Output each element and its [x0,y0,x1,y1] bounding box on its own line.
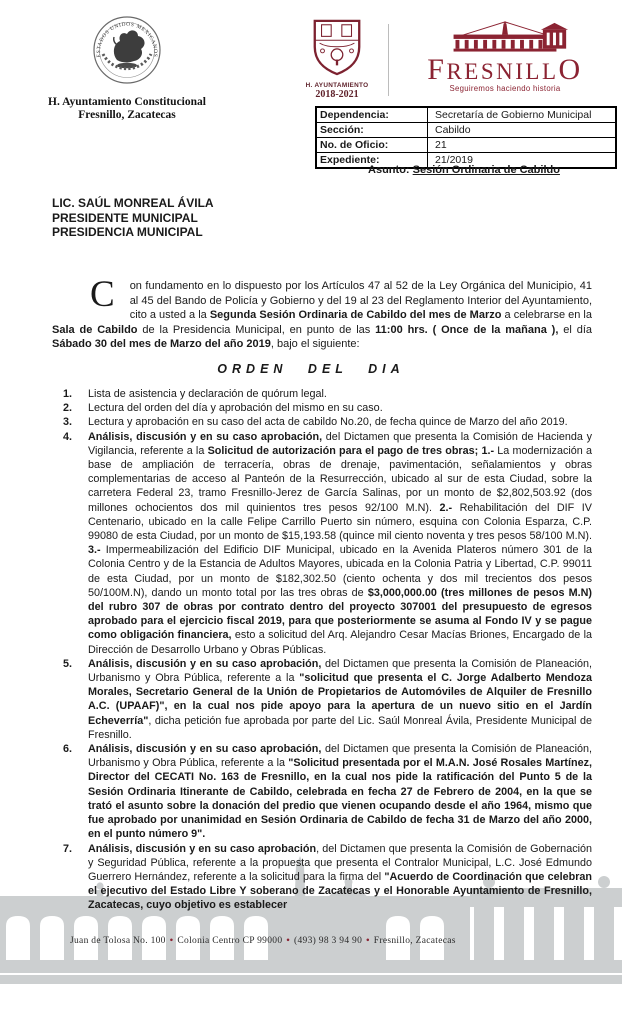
addressee-office: PRESIDENCIA MUNICIPAL [52,225,203,239]
order-item-1 [63,387,592,401]
row-value: Cabildo [435,123,471,136]
bullet-separator: • [366,936,370,946]
row-label: No. de Oficio: [317,138,428,152]
addressee-title: PRESIDENTE MUNICIPAL [52,210,198,225]
item-text: Lista de asistencia y declaración de quórum legal. [88,388,327,400]
row-value: Secretaría de Gobierno Municipal [435,108,592,121]
shield-caption-line2: 2018-2021 [315,89,359,100]
item-text: Análisis, discusión y en su caso aprobación, del Dictamen que presenta la Comisión de Planeación, Urbanismo y Obra Pública, referente a la "Solicitud presentada por el M.A.N. José Rosales Martínez, Director del CECATI No. 163 de Fresnillo, en la cual nos pide la ratificación del Punto 5 de la Sesión Ordinaria Itinerante de Cabildo, celebrada en fecha 27 de Febrero de 2004, en la que se trató el asunto sobre la donación del predio que vienen ocupando desde el año 1964, mismo que fue aprobado por unanimidad en Sesión Ordinaria de Cabildo de fecha 31 de Marzo del año 2000, en el punto número 9". [88,743,592,841]
intro-text: on fundamento en lo dispuesto por los Artículos 47 al 52 de la Ley Orgánica del Municipio, 41 al 45 del Bando de Policía y Gobierno y del 19 al 23 del Reglamento Interior del Ayuntamiento, cito a usted a la Segunda Sesión Ordinaria de Cabildo del mes de Marzo a celebrarse en la Sala de Cabildo de la Presidencia Municipal, en punto de las 11:00 hrs. ( Once de la mañana ), el día Sábado 30 del mes de Marzo del año 2019, bajo el siguiente: [52,280,592,351]
fresnillo-brand-block [398,20,612,93]
footer-colonia: Colonia Centro CP 99000 [177,936,283,946]
item-text: Análisis, discusión y en su caso aprobación, del Dictamen que presenta la Comisión de Hacienda y Vigilancia, referente a la Solicitud de autorización para el pago de tres obras; 1.- La modernización a base de ampliación de terracería, obras de drenaje, pavimentación, señalamientos y obras complementarias de acceso al Panteón de la Resurrección, ubicado al sur de esta Ciudad, sobre la carretera Federal 23, tramo Fresnillo-Jerez de García Salinas, por un monto de $2,802,503.92 (dos millones ochocientos dos mil quinientos tres pesos 92/100 M.N). 2.- Rehabilitación del DIF IV Centenario, ubicado en la calle Felipe Carrillo Puerto sin número, esquina con Colonia Esparza, C.P. 99080 de esta Ciudad, por un monto de $15,193.58 (quince mil ciento noventa y tres pesos 58/100 M.N). 3.- Impermeabilización del Edificio DIF Municipal, ubicado en la Avenida Plateros número 301 de la Colonia Centro y de la Estancia de Adultos Mayores, ubicada en la Colonia Patria y Libertad, C.P. 99011 de esta Ciudad, por un monto de $182,302.50 (ciento ochenta y dos mil trecientos dos pesos 50/100M.N), dando un monto total por las tres obras de $3,000,000.00 (tres millones de pesos M.N) del rubro 307 de obras por contrato dentro del proyecto 307001 del presupuesto de egresos aprobado para el ejercicio fiscal 2019, para que posteriormente se asuma al Fondo IV y se pague como obligación financiera, esto a solicitud del Arq. Alejandro Cesar Macías Briones, Encargado de la Dirección de Desarrollo Urbano y Obras Públicas. [88,430,593,656]
table-row [317,137,615,152]
dropcap: C [90,274,115,315]
asunto-value: Sesión Ordinaria de Cabildo [412,164,560,176]
item-text: Análisis, discusión y en su caso aprobación, del Dictamen que presenta la Comisión de Gobernación y Seguridad Pública, referente a la propuesta que presenta el Contralor Municipal, L.C. José Edmundo Guerrero Hernández, referente a la solicitud para la firma del "Acuerdo de Coordinación que celebran el ejecutivo del Estado Libre Y soberano de Zacatecas y el Honorable Ayuntamiento de Fresnillo, Zacatecas, cuyo objetivo es establecer [88,842,593,912]
asunto-line [315,164,613,176]
order-of-day-title: ORDEN DEL DIA [217,362,405,376]
order-item-2 [63,401,592,415]
addressee-name: LIC. SAÚL MONREAL ÁVILA [52,196,214,210]
order-item-3 [63,415,592,429]
item-text: Lectura del orden del día y aprobación del mismo en su caso. [88,402,383,415]
asunto-label: Asunto: [368,164,410,176]
brand-tagline: Seguiremos haciendo historia [449,84,561,93]
item-number: 5. [63,657,73,670]
bullet-separator: • [286,936,291,946]
fresnillo-monument-icon [430,20,580,53]
order-item-7 [63,842,592,913]
document-info-table [315,106,617,169]
footer-address [70,936,456,946]
brand-wordmark: FRESNILLO [427,53,583,86]
row-label: Sección: [317,123,428,137]
order-item-6 [63,742,592,841]
mexican-national-seal-icon [84,10,170,94]
table-row [317,108,615,122]
item-text: Lectura y aprobación en su caso del acta de cabildo No.20, de fecha quince de Marzo del año 2019. [88,416,568,429]
intro-paragraph [52,274,592,352]
item-text: Análisis, discusión y en su caso aprobación, del Dictamen que presenta la Comisión de Planeación, Urbanismo y Obra Pública, referente a la "solicitud que presenta el C. Jorge Adalberto Mendoza Morales, Secretario General de la Unión de Propietarios de Automóviles de Alquiler de Fresnillo A.C. (UPAAF)", en la cual nos pide apoyo para la apertura de un nuevo sitio en el Jardín Echeverría", dicha petición fue aprobada por parte del Lic. Saúl Monreal Ávila, Presidente Municipal de Fresnillo. [88,657,593,741]
row-label: Expediente: [317,153,428,167]
item-number: 1. [63,388,73,400]
item-number: 2. [63,402,73,415]
item-number: 3. [63,416,73,429]
svg-text:ESTADOS UNIDOS MEXICANOS: ESTADOS UNIDOS MEXICANOS [95,21,159,58]
ayuntamiento-shield-icon [311,18,363,76]
item-number: 7. [63,842,73,855]
footer-phone: (493) 98 3 94 90 [294,936,363,946]
order-list [63,387,592,913]
row-value: 21 [435,138,447,151]
ayuntamiento-shield-block [300,18,374,100]
shield-caption-line1: H. AYUNTAMIENTO [305,82,369,89]
row-label: Dependencia: [317,108,428,122]
item-number: 6. [63,743,73,756]
header-divider [388,24,389,96]
table-row [317,122,615,137]
footer-street: Juan de Tolosa No. 100 [70,936,166,946]
municipality-caption-line1: H. Ayuntamiento Constitucional [48,96,206,108]
order-item-4 [63,430,592,657]
municipality-caption-line2: Fresnillo, Zacatecas [78,109,176,121]
order-item-5 [63,657,592,742]
item-number: 4. [63,430,73,443]
footer-city: Fresnillo, Zacatecas [373,936,456,946]
row-value: 21/2019 [435,153,473,166]
addressee-block [52,196,214,240]
bullet-separator: • [169,936,174,946]
header-left [36,10,218,122]
header-right [296,18,616,104]
